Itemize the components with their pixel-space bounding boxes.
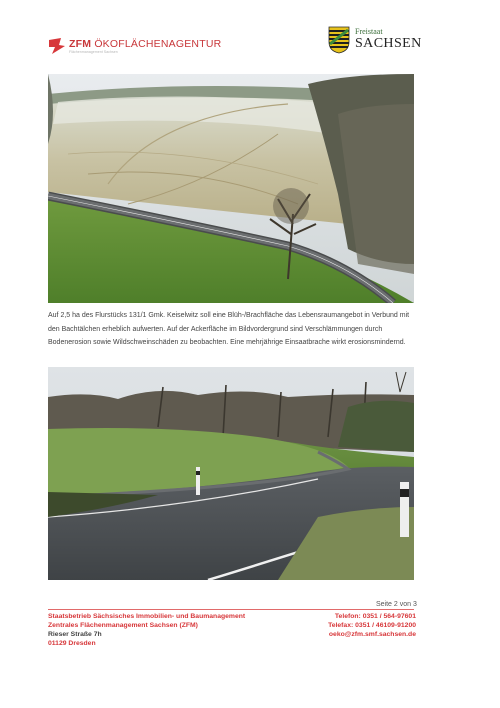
road-meadow-photo [48,367,414,580]
footer-city: 01129 Dresden [48,640,96,647]
aerial-field-road-photo-icon [48,74,414,303]
saxony-crest-icon [328,26,350,54]
photo-caption: Auf 2,5 ha des Flurstücks 131/1 Gmk. Keiselwitz soll eine Blüh-/Brachfläche das Lebensraumangebot in Verbund mit den Bachtälchen erheblich aufwerten. Auf der Ackerfläche im Bildvordergrund sind Verschlämmungen durch Bodenerosion sowie Wildschweinschäden zu beobachten. Eine mehrjährige Einsaatbrache wirkt erosionsmindernd. [48,312,410,346]
footer-email-link[interactable]: oeko@zfm.smf.sachsen.de [328,631,416,638]
footer-org-line2: Zentrales Flächenmanagement Sachsen (ZFM) [48,622,198,629]
zfm-logo-mark-icon [48,37,66,55]
footer-fax: Telefax: 0351 / 46109-91200 [328,622,416,629]
footer-divider [48,609,414,610]
footer-phone: Telefon: 0351 / 564-97601 [334,613,416,620]
footer-street: Rieser Straße 7h [48,631,102,638]
page-header [0,0,500,70]
aerial-field-photo [48,74,414,303]
zfm-logo [48,37,222,59]
footer-address [48,612,278,648]
zfm-logo-name: ZFM ÖKOFLÄCHENAGENTUR [69,38,222,50]
logo-freistaat: Freistaat [355,27,383,36]
zfm-logo-subline: Flächenmanagement Sachsen [69,50,118,54]
page-number: Seite 2 von 3 [376,601,417,608]
freistaat-sachsen-logo [328,26,423,54]
footer-org-line1: Staatsbetrieb Sächsisches Immobilien- und Baumanagement [48,613,246,620]
footer-contact [300,612,416,639]
logo-sachsen: SACHSEN [355,36,422,51]
road-curve-meadow-photo-icon [48,367,414,580]
